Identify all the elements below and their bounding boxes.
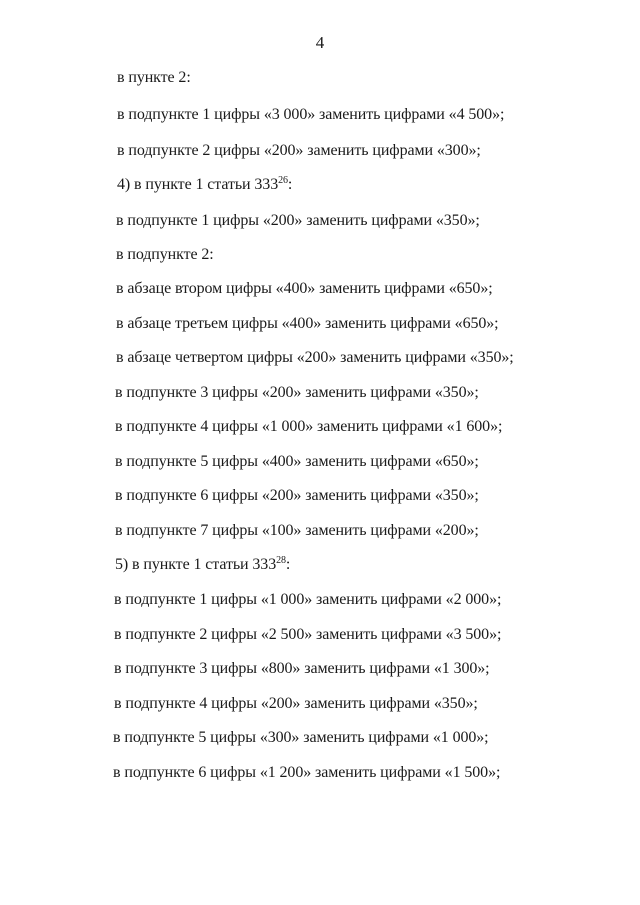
amendment-line: в подпункте 3 цифры «200» заменить цифрами «350»; xyxy=(115,384,479,401)
amendment-line: в подпункте 6 цифры «1 200» заменить цифрами «1 500»; xyxy=(113,764,501,781)
amendment-line: в абзаце третьем цифры «400» заменить цифрами «650»; xyxy=(116,315,499,332)
superscript: 28 xyxy=(276,555,286,566)
amendment-line: в подпункте 2 цифры «200» заменить цифрами «300»; xyxy=(117,142,481,159)
amendment-line-suffix: : xyxy=(285,556,291,573)
amendment-line xyxy=(117,175,292,195)
amendment-line-text: 5) в пункте 1 статьи 333 xyxy=(115,556,277,573)
amendment-line-suffix: : xyxy=(287,176,293,193)
amendment-line: в подпункте 3 цифры «800» заменить цифрами «1 300»; xyxy=(114,660,490,677)
amendment-line: в пункте 2: xyxy=(117,69,191,86)
amendment-line: в абзаце втором цифры «400» заменить цифрами «650»; xyxy=(116,280,493,297)
amendment-line: в подпункте 4 цифры «200» заменить цифрами «350»; xyxy=(114,695,478,712)
amendment-line xyxy=(115,555,290,575)
amendment-line: в подпункте 5 цифры «300» заменить цифрами «1 000»; xyxy=(113,729,489,746)
amendment-line: в подпункте 1 цифры «1 000» заменить цифрами «2 000»; xyxy=(114,591,502,608)
amendment-line: в подпункте 1 цифры «200» заменить цифрами «350»; xyxy=(116,212,480,229)
amendment-line: в подпункте 4 цифры «1 000» заменить цифрами «1 600»; xyxy=(115,418,503,435)
amendment-line: в подпункте 6 цифры «200» заменить цифрами «350»; xyxy=(115,487,479,504)
amendment-line: в подпункте 2 цифры «2 500» заменить цифрами «3 500»; xyxy=(114,626,502,643)
amendment-line: в подпункте 7 цифры «100» заменить цифрами «200»; xyxy=(115,522,479,539)
page-number: 4 xyxy=(315,33,325,52)
superscript: 26 xyxy=(278,175,288,186)
amendment-line-text: 4) в пункте 1 статьи 333 xyxy=(117,176,279,193)
amendment-line: в подпункте 1 цифры «3 000» заменить цифрами «4 500»; xyxy=(117,106,505,123)
amendment-line: в абзаце четвертом цифры «200» заменить цифрами «350»; xyxy=(116,349,514,366)
amendment-line: в подпункте 5 цифры «400» заменить цифрами «650»; xyxy=(115,453,479,470)
amendment-line: в подпункте 2: xyxy=(116,246,214,263)
